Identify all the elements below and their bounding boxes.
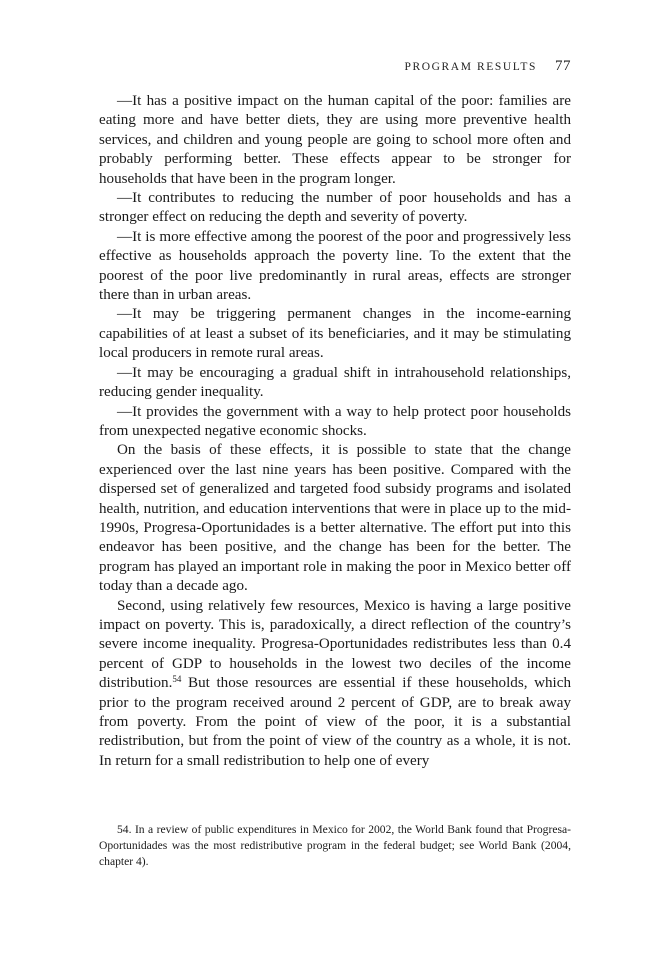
running-header (99, 58, 571, 75)
paragraph: —It has a positive impact on the human capital of the poor: families are eating more and have better diets, they are using more preventive health services, and children and young people are going to school more often and probably performing better. These effects appear to be stronger for households that have been in the program longer. (99, 93, 571, 187)
paragraph-text: Second, using relatively few resources, Mexico is having a large positive impact on poverty. This is, paradoxically, a direct reflection of the country’s severe income inequality. Progresa-Oportunidades redistributes less than 0.4 percent of GDP to households in the lowest two deciles of the income distribution. (99, 597, 571, 692)
page-number: 77 (555, 58, 571, 74)
paragraph: —It provides the government with a way to help protect poor households from unexpected negative economic shocks. (99, 403, 571, 439)
body-text (99, 92, 571, 771)
paragraph-with-note (99, 597, 571, 772)
running-title: PROGRAM RESULTS (404, 61, 537, 73)
paragraph: On the basis of these effects, it is possible to state that the change experienced over the last nine years has been positive. Compared with the dispersed set of generalized and targeted food subsidy programs and isolated health, nutrition, and education interventions that were in place up to the mid-1990s, Progresa-Oportunidades is a better alternative. The effort put into this endeavor has been positive, and the change has been for the better. The program has played an important role in making the poor in Mexico better off today than a decade ago. (99, 442, 571, 595)
footnote-reference: 54 (172, 674, 182, 685)
paragraph: —It contributes to reducing the number of poor households and has a stronger effect on reducing the depth and severity of poverty. (99, 190, 571, 226)
footnote-text: 54. In a review of public expenditures in Mexico for 2002, the World Bank found that Progresa-Oportunidades was the most redistributive program in the federal budget; see World Bank (2004, chapter 4). (99, 823, 571, 868)
paragraph: —It may be triggering permanent changes in the income-earning capabilities of at least a subset of its beneficiaries, and it may be stimulating local producers in remote rural areas. (99, 306, 571, 362)
paragraph: —It may be encouraging a gradual shift in intrahousehold relationships, reducing gender inequality. (99, 364, 571, 401)
paragraph-text: But those resources are essential if these households, which prior to the program received around 2 percent of GDP, are to break away from poverty. From the point of view of the poor, it is a substantial redistribution, but from the point of view of the country as a whole, it is not. In return for a small redistribution to help one of every (99, 675, 571, 769)
footnote (99, 822, 571, 870)
paragraph: —It is more effective among the poorest of the poor and progressively less effective as households approach the poverty line. To the extent that the poorest of the poor live predominantly in rural areas, effects are stronger there than in urban areas. (99, 228, 571, 304)
